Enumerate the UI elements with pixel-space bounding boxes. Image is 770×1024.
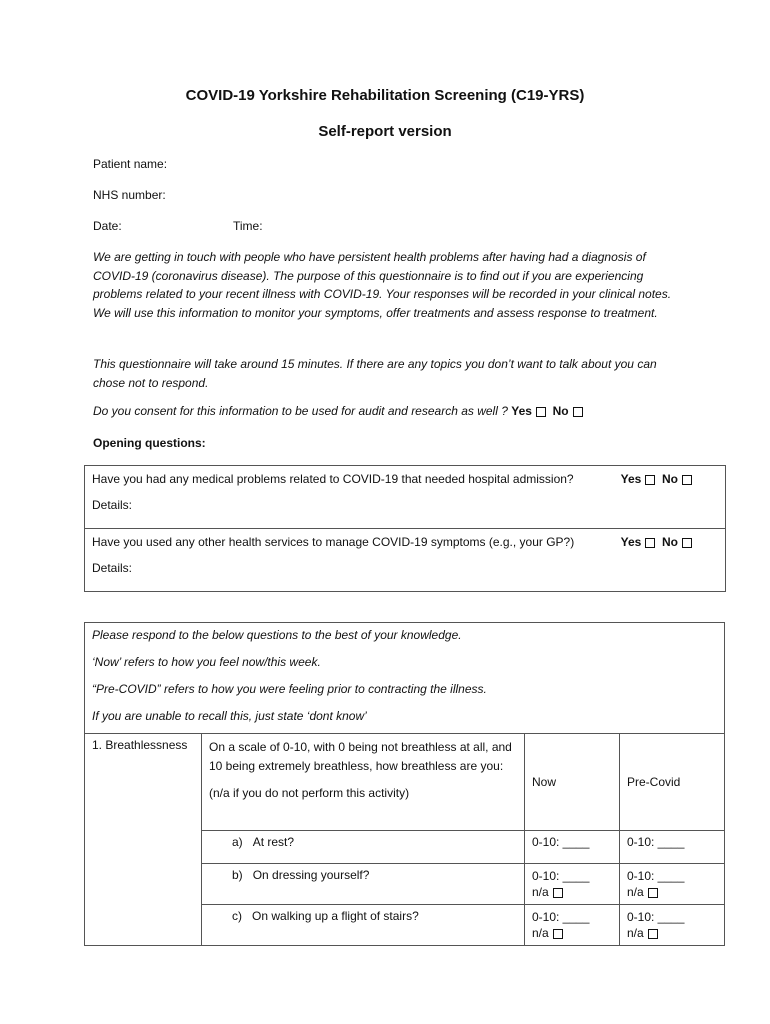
question-note: (n/a if you do not perform this activity) xyxy=(209,786,410,800)
breathlessness-label: 1. Breathlessness xyxy=(85,734,202,946)
details-label: Details: xyxy=(92,498,133,512)
item-letter: b) xyxy=(232,868,243,882)
table-row xyxy=(85,623,725,734)
nhs-number-label: NHS number: xyxy=(93,188,166,202)
instruction-line: ‘Now’ refers to how you feel now/this week. xyxy=(92,655,321,669)
table-row xyxy=(85,466,726,529)
instruction-line: If you are unable to recall this, just state ‘dont know’ xyxy=(92,709,367,723)
col-now-header: Now xyxy=(525,734,620,831)
date-label: Date: xyxy=(93,219,122,233)
intro-paragraph-2 xyxy=(93,355,683,392)
consent-text: Do you consent for this information to be used for audit and research as well ? xyxy=(93,404,508,418)
opening-question-2 xyxy=(85,529,726,592)
no-checkbox[interactable] xyxy=(682,538,692,548)
item-a xyxy=(202,831,525,864)
item-text: On walking up a flight of stairs? xyxy=(252,909,419,923)
na-checkbox[interactable] xyxy=(553,929,563,939)
no-label: No xyxy=(662,472,678,486)
breathlessness-table xyxy=(84,622,725,946)
yes-no-choice xyxy=(621,472,692,486)
question-text: Have you had any medical problems related to COVID-19 that needed hospital admission? xyxy=(92,472,574,486)
item-c xyxy=(202,905,525,946)
yes-no-choice xyxy=(621,535,692,549)
yes-checkbox[interactable] xyxy=(645,538,655,548)
item-text: At rest? xyxy=(252,835,295,849)
na-label: n/a xyxy=(532,885,549,899)
table-row xyxy=(85,734,725,831)
instruction-line: Please respond to the below questions to the best of your knowledge. xyxy=(92,628,462,642)
item-b xyxy=(202,864,525,905)
now-score-field[interactable]: 0-10: ____ xyxy=(532,869,590,883)
opening-heading: Opening questions: xyxy=(93,436,206,450)
yes-label: Yes xyxy=(620,472,642,486)
consent-yes-label: Yes xyxy=(511,404,532,418)
item-letter: c) xyxy=(232,909,242,923)
no-label: No xyxy=(662,535,678,549)
no-checkbox[interactable] xyxy=(682,475,692,485)
pre-score-field[interactable]: 0-10: ____ xyxy=(627,869,685,883)
na-checkbox[interactable] xyxy=(648,929,658,939)
time-label: Time: xyxy=(233,219,263,233)
intro-paragraph-1 xyxy=(93,248,683,322)
intro-text-1: We are getting in touch with people who have persistent health problems after having had a diagnosis of COVID-19 (coronavirus disease). The purpose of this questionnaire is to find out if you are experiencing problems related to your recent illness with COVID-19. Your responses will be recorded in your clinical notes. We will use this information to monitor your symptoms, offer treatments and assess response to treatment. xyxy=(93,250,672,320)
item-letter: a) xyxy=(232,835,243,849)
consent-yes-checkbox[interactable] xyxy=(536,407,546,417)
consent-question xyxy=(93,404,583,418)
na-label: n/a xyxy=(627,926,644,940)
na-checkbox[interactable] xyxy=(553,888,563,898)
page-title: COVID-19 Yorkshire Rehabilitation Screening (C19-YRS) xyxy=(185,87,585,104)
patient-name-label: Patient name: xyxy=(93,157,168,171)
now-cell xyxy=(525,905,620,946)
instructions-cell xyxy=(85,623,725,734)
na-label: n/a xyxy=(627,885,644,899)
item-text: On dressing yourself? xyxy=(252,868,370,882)
pre-score-field[interactable]: 0-10: ____ xyxy=(627,910,685,924)
question-text: Have you used any other health services to manage COVID-19 symptoms (e.g., your GP?) xyxy=(92,535,575,549)
col-pre-covid-header: Pre-Covid xyxy=(620,734,725,831)
pre-score-field[interactable]: 0-10: ____ xyxy=(620,831,725,864)
pre-cell xyxy=(620,864,725,905)
now-score-field[interactable]: 0-10: ____ xyxy=(525,831,620,864)
consent-no-label: No xyxy=(552,404,569,418)
instruction-line: “Pre-COVID” refers to how you were feeling prior to contracting the illness. xyxy=(92,682,487,696)
table-row xyxy=(85,529,726,592)
now-score-field[interactable]: 0-10: ____ xyxy=(532,910,590,924)
now-cell xyxy=(525,864,620,905)
page-subtitle: Self-report version xyxy=(318,123,452,140)
details-label: Details: xyxy=(92,561,133,575)
pre-cell xyxy=(620,905,725,946)
intro-text-2: This questionnaire will take around 15 minutes. If there are any topics you don’t want to talk about you can chose not to respond. xyxy=(93,357,657,390)
opening-questions-table xyxy=(84,465,726,592)
breathlessness-question xyxy=(202,734,525,831)
na-checkbox[interactable] xyxy=(648,888,658,898)
consent-no-checkbox[interactable] xyxy=(573,407,583,417)
yes-checkbox[interactable] xyxy=(645,475,655,485)
opening-question-1 xyxy=(85,466,726,529)
na-label: n/a xyxy=(532,926,549,940)
question-text: On a scale of 0-10, with 0 being not breathless at all, and 10 being extremely breathless, how breathless are you: xyxy=(209,740,512,773)
yes-label: Yes xyxy=(620,535,642,549)
